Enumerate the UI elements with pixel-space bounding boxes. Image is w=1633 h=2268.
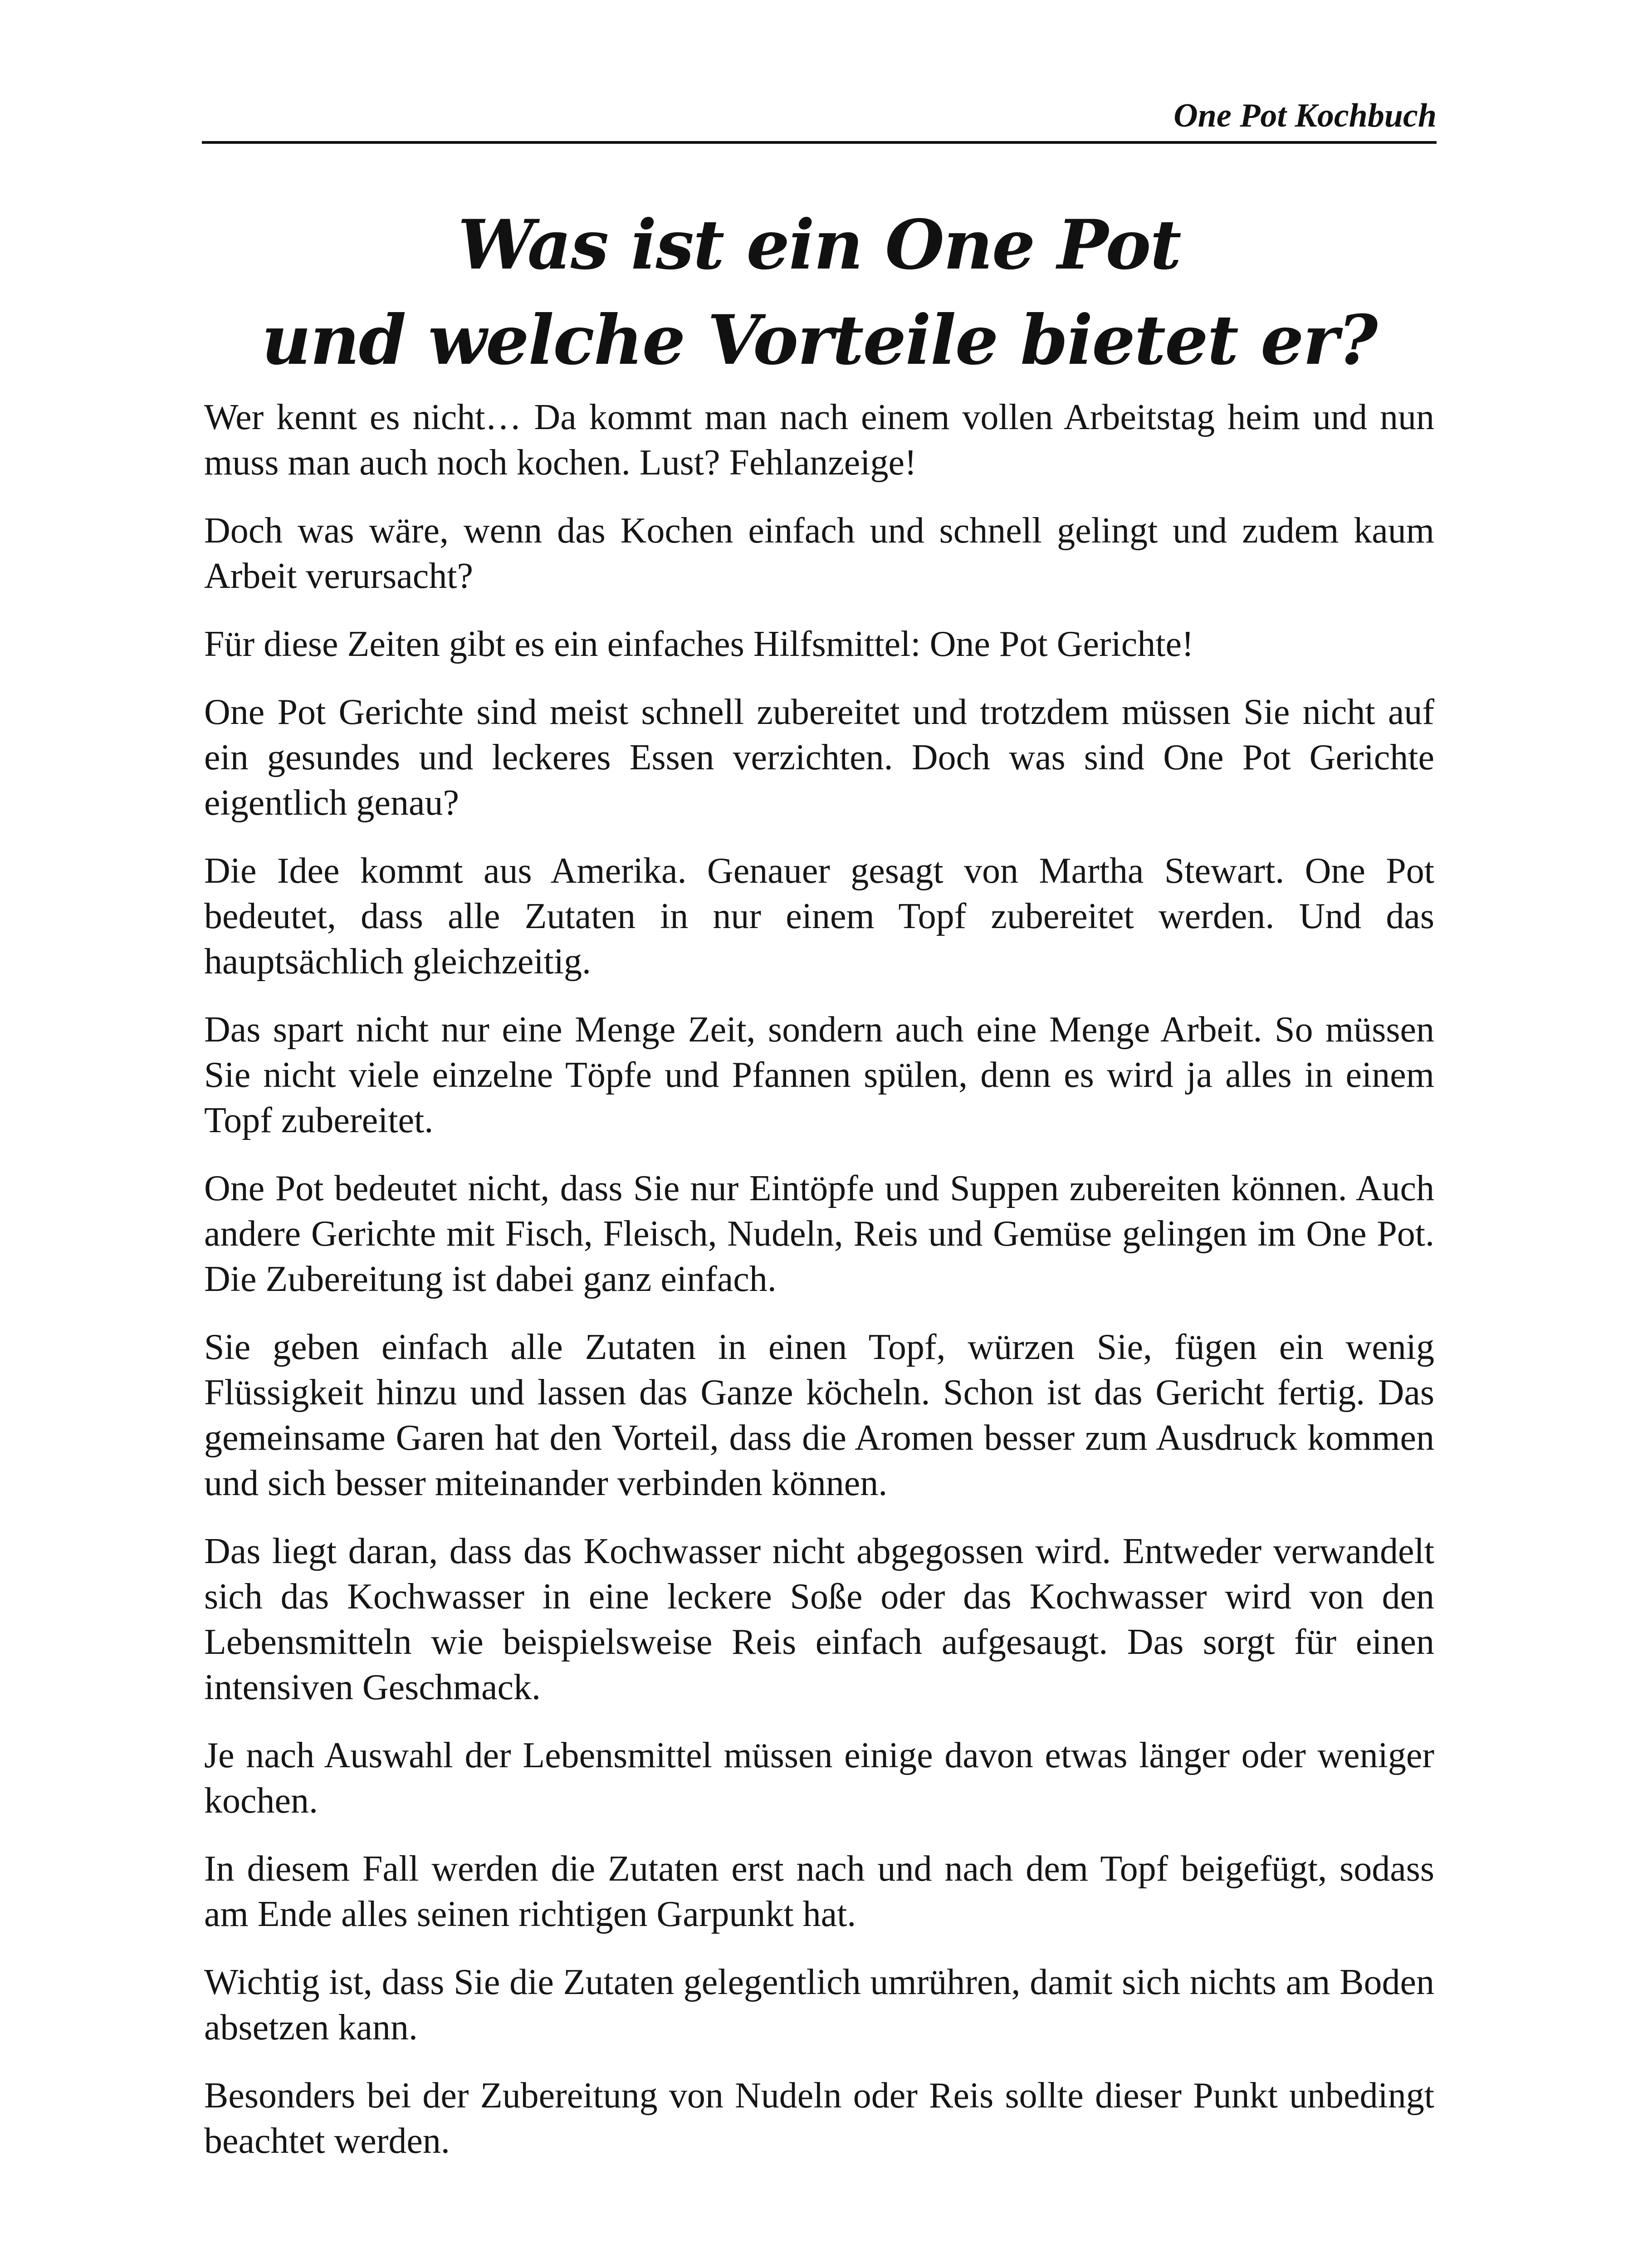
paragraph: One Pot bedeutet nicht, dass Sie nur Eintöpfe und Suppen zubereiten können. Auch andere Gerichte mit Fisch, Fleisch, Nudeln, Reis und Gemüse gelingen im One Pot. Die Zubereitung ist dabei ganz einfach. bbox=[204, 1168, 1434, 1299]
chapter-title bbox=[202, 197, 1437, 388]
paragraph: Wer kennt es nicht… Da kommt man nach einem vollen Arbeitstag heim und nun muss man auch noch kochen. Lust? Fehlanzeige! bbox=[204, 397, 1434, 483]
chapter-title-line-2: und welche Vorteile bietet er? bbox=[261, 300, 1377, 380]
paragraph: In diesem Fall werden die Zutaten erst nach und nach dem Topf beigefügt, sodass am Ende alles seinen richtigen Garpunkt hat. bbox=[204, 1849, 1434, 1934]
header-divider bbox=[202, 141, 1437, 144]
paragraph: Für diese Zeiten gibt es ein einfaches Hilfsmittel: One Pot Gerichte! bbox=[204, 624, 1194, 664]
paragraph: Je nach Auswahl der Lebensmittel müssen einige davon etwas länger oder weniger kochen. bbox=[204, 1735, 1434, 1821]
body-text bbox=[204, 395, 1434, 2186]
paragraph: One Pot Gerichte sind meist schnell zubereitet und trotzdem müssen Sie nicht auf ein gesundes und leckeres Essen verzichten. Doch was sind One Pot Gerichte eigentlich genau? bbox=[204, 692, 1434, 823]
paragraph: Das spart nicht nur eine Menge Zeit, sondern auch eine Menge Arbeit. So müssen Sie nicht viele einzelne Töpfe und Pfannen spülen, denn es wird ja alles in einem Topf zubereitet. bbox=[204, 1010, 1434, 1140]
paragraph: Wichtig ist, dass Sie die Zutaten gelegentlich umrühren, damit sich nichts am Boden absetzen kann. bbox=[204, 1962, 1434, 2048]
paragraph: Das liegt daran, dass das Kochwasser nicht abgegossen wird. Entweder verwandelt sich das Kochwasser in eine leckere Soße oder das Kochwasser wird von den Lebensmitteln wie beispielsweise Reis einfach aufgesaugt. Das sorgt für einen intensiven Geschmack. bbox=[204, 1531, 1434, 1707]
paragraph: Sie geben einfach alle Zutaten in einen Topf, würzen Sie, fügen ein wenig Flüssigkeit hinzu und lassen das Ganze köcheln. Schon ist das Gericht fertig. Das gemeinsame Garen hat den Vorteil, dass die Aromen besser zum Ausdruck kommen und sich besser miteinander verbinden können. bbox=[204, 1327, 1434, 1503]
running-header: One Pot Kochbuch bbox=[1173, 97, 1437, 134]
paragraph: Besonders bei der Zubereitung von Nudeln oder Reis sollte dieser Punkt unbedingt beachtet werden. bbox=[204, 2076, 1434, 2161]
paragraph: Doch was wäre, wenn das Kochen einfach und schnell gelingt und zudem kaum Arbeit verursacht? bbox=[204, 511, 1434, 596]
paragraph: Die Idee kommt aus Amerika. Genauer gesagt von Martha Stewart. One Pot bedeutet, dass alle Zutaten in nur einem Topf zubereitet werden. Und das hauptsächlich gleichzeitig. bbox=[204, 851, 1434, 982]
chapter-title-line-1: Was ist ein One Pot bbox=[458, 205, 1181, 285]
